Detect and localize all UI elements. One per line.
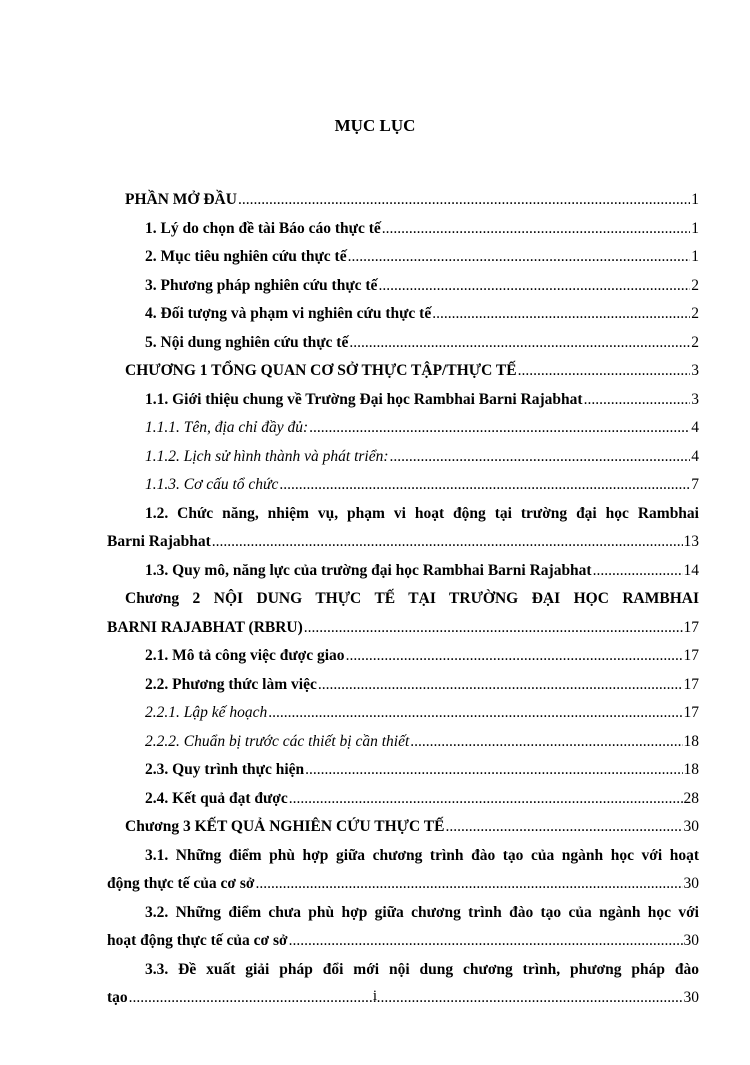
toc-entry-2-1[interactable] bbox=[107, 642, 699, 671]
toc-leader bbox=[349, 329, 690, 358]
toc-leader bbox=[432, 300, 690, 329]
toc-leader bbox=[593, 557, 683, 586]
toc-page-number: 17 bbox=[683, 647, 699, 664]
toc-label: 2. Mục tiêu nghiên cứu thực tế bbox=[145, 248, 347, 265]
toc-page-number: 18 bbox=[683, 732, 699, 750]
toc-label: 1.1.1. Tên, địa chỉ đầy đủ: bbox=[145, 419, 309, 436]
toc-page-number: 4 bbox=[691, 419, 699, 436]
toc-label: Chương 3 KẾT QUẢ NGHIÊN CỨU THỰC TẾ bbox=[125, 818, 445, 835]
toc-leader bbox=[289, 785, 683, 814]
toc-entry-3-1[interactable] bbox=[107, 842, 699, 899]
toc-label-line2: BARNI RAJABHAT (RBRU) bbox=[107, 618, 303, 636]
toc-page-number: 7 bbox=[691, 476, 699, 493]
toc-leader bbox=[378, 272, 690, 301]
toc-label: 3. Phương pháp nghiên cứu thực tế bbox=[145, 276, 378, 294]
toc-label: 1.3. Quy mô, năng lực của trường đại học Rambhai Barni Rajabhat bbox=[145, 561, 592, 579]
toc-leader bbox=[382, 215, 690, 244]
toc-leader bbox=[304, 614, 683, 643]
toc-leader bbox=[212, 528, 683, 557]
page-number-footer: i bbox=[372, 988, 378, 1004]
toc-page-number: 30 bbox=[683, 818, 699, 835]
toc-label-line1: 3.3. Đề xuất giải pháp đổi mới nội dung chương trình, phương pháp đào bbox=[145, 960, 699, 978]
toc-page-number: 1 bbox=[691, 248, 699, 265]
toc-page-number: 1 bbox=[691, 191, 699, 208]
toc-page-number: 1 bbox=[691, 219, 699, 237]
toc-entry-2-2[interactable] bbox=[107, 671, 699, 700]
toc-leader bbox=[410, 728, 682, 757]
toc-entry-2[interactable] bbox=[107, 243, 699, 272]
toc-label-line1: 1.2. Chức năng, nhiệm vụ, phạm vi hoạt động tại trường đại học Rambhai bbox=[145, 504, 699, 522]
toc-page-number: 17 bbox=[683, 704, 699, 721]
toc-label: 2.4. Kết quả đạt được bbox=[145, 789, 288, 807]
toc-label: 2.3. Quy trình thực hiện bbox=[145, 761, 305, 778]
toc-leader bbox=[584, 386, 691, 415]
toc-page-number: 2 bbox=[691, 305, 699, 322]
toc-label: 2.1. Mô tả công việc được giao bbox=[145, 647, 345, 664]
toc-label: 4. Đối tượng và phạm vi nghiên cứu thực tế bbox=[145, 305, 432, 322]
toc-entry-chuong-2[interactable] bbox=[107, 585, 699, 642]
toc-label: PHẦN MỞ ĐẦU bbox=[125, 191, 237, 208]
toc-entry-1-1[interactable] bbox=[107, 386, 699, 415]
toc-label: 1. Lý do chọn đề tài Báo cáo thực tế bbox=[145, 219, 381, 237]
toc-entry-2-2-2[interactable] bbox=[107, 728, 699, 757]
toc-leader bbox=[238, 186, 690, 215]
toc-label: 2.2.2. Chuẩn bị trước các thiết bị cần thiết bbox=[145, 732, 410, 750]
toc-entry-4[interactable] bbox=[107, 300, 699, 329]
toc-label-line2: Barni Rajabhat bbox=[107, 533, 211, 550]
toc-entry-3-2[interactable] bbox=[107, 899, 699, 956]
toc-page-number: 17 bbox=[683, 618, 699, 636]
toc-label-line2: tạo bbox=[107, 989, 128, 1006]
toc-label: 1.1.3. Cơ cấu tổ chức bbox=[145, 476, 279, 493]
toc-leader bbox=[445, 813, 682, 842]
toc-leader bbox=[309, 414, 690, 443]
toc-page-number: 13 bbox=[683, 533, 699, 550]
toc-label-line1: 3.1. Những điểm phù hợp giữa chương trình đào tạo của ngành học với hoạt bbox=[145, 846, 699, 864]
toc-label: 1.1. Giới thiệu chung về Trường Đại học Rambhai Barni Rajabhat bbox=[145, 390, 583, 408]
toc-page-number: 18 bbox=[683, 761, 699, 778]
toc-entry-5[interactable] bbox=[107, 329, 699, 358]
toc-entry-2-3[interactable] bbox=[107, 756, 699, 785]
table-of-contents bbox=[107, 186, 699, 1013]
toc-page-number: 2 bbox=[691, 333, 699, 351]
toc-entry-chuong-1[interactable] bbox=[107, 357, 699, 386]
toc-entry-1-1-1[interactable] bbox=[107, 414, 699, 443]
toc-page-number: 3 bbox=[691, 390, 699, 408]
toc-page-number: 30 bbox=[683, 875, 699, 892]
toc-label: 5. Nội dung nghiên cứu thực tế bbox=[145, 333, 349, 351]
toc-label-line2: động thực tế của cơ sở bbox=[107, 875, 255, 892]
toc-leader bbox=[289, 927, 683, 956]
toc-label: 1.1.2. Lịch sử hình thành và phát triển: bbox=[145, 447, 389, 465]
toc-leader bbox=[268, 699, 682, 728]
toc-entry-3[interactable] bbox=[107, 272, 699, 301]
toc-entry-chuong-3[interactable] bbox=[107, 813, 699, 842]
toc-label-line1: Chương 2 NỘI DUNG THỰC TẾ TẠI TRƯỜNG ĐẠI HỌC RAMBHAI bbox=[125, 590, 699, 607]
toc-label: 2.2.1. Lập kế hoạch bbox=[145, 704, 268, 721]
toc-leader bbox=[346, 642, 683, 671]
toc-entry-1-2[interactable] bbox=[107, 500, 699, 557]
toc-leader bbox=[348, 243, 691, 272]
toc-leader bbox=[318, 671, 683, 700]
toc-entry-phan-mo-dau[interactable] bbox=[107, 186, 699, 215]
toc-label: CHƯƠNG 1 TỔNG QUAN CƠ SỞ THỰC TẬP/THỰC TẾ bbox=[125, 362, 517, 379]
toc-page-number: 30 bbox=[683, 989, 699, 1006]
toc-page-number: 30 bbox=[683, 932, 699, 949]
toc-entry-1-1-3[interactable] bbox=[107, 471, 699, 500]
toc-page-number: 17 bbox=[683, 675, 699, 693]
toc-entry-1[interactable] bbox=[107, 215, 699, 244]
toc-page-number: 4 bbox=[691, 447, 699, 465]
toc-entry-2-4[interactable] bbox=[107, 785, 699, 814]
toc-leader bbox=[305, 756, 682, 785]
toc-leader bbox=[390, 443, 691, 472]
toc-entry-2-2-1[interactable] bbox=[107, 699, 699, 728]
toc-leader bbox=[279, 471, 690, 500]
toc-entry-1-3[interactable] bbox=[107, 557, 699, 586]
toc-page-number: 14 bbox=[683, 561, 699, 579]
toc-leader bbox=[255, 870, 682, 899]
page-title: MỤC LỤC bbox=[334, 116, 416, 135]
toc-entry-1-1-2[interactable] bbox=[107, 443, 699, 472]
toc-leader bbox=[518, 357, 691, 386]
toc-label: 2.2. Phương thức làm việc bbox=[145, 675, 317, 693]
toc-page-number: 3 bbox=[691, 362, 699, 379]
toc-page-number: 28 bbox=[683, 789, 699, 807]
toc-label-line2: hoạt động thực tế của cơ sở bbox=[107, 932, 288, 949]
toc-page-number: 2 bbox=[691, 276, 699, 294]
toc-label-line1: 3.2. Những điểm chưa phù hợp giữa chương trình đào tạo của ngành học với bbox=[145, 903, 699, 921]
